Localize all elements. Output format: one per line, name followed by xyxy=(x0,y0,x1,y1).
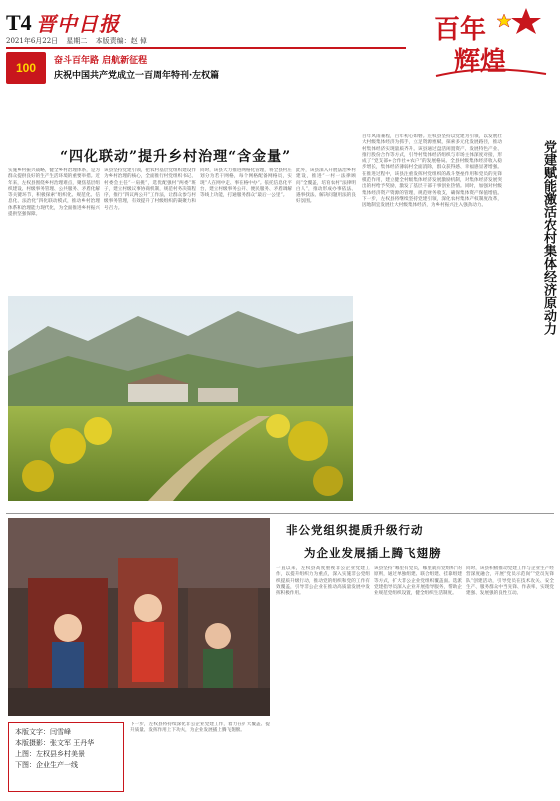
lead-article-column-2: 该县坚持党建引领，把农村基层党组织建设作为乡村治理的核心，全面推行村党组织书记、村委会主任“一肩挑”，选优配强村“两委”班子，建立村级议事协商机制，规范村务决策程序，推行“四议两公开”工作法，让群众参与村级事务管理，有效提升了村级组织的凝聚力和号召力。 xyxy=(104,168,196,211)
right-article-body: 百年风雨兼程，百年初心如磐。左权县坚持以党建为引领，以发展壮大村级集体经济为抓手，立足资源禀赋，探索多元化发展路径，推动村集体经济实现量质齐升。该县通过盘活闲置资产、发展特色产业、推行股份合作等方式，引导村集体经济组织与市场主体深度对接，形成了“党支部+合作社+农户”的发展格局。全县村级集体经济收入稳步增长，集体经济薄弱村全面消除，群众获得感、幸福感显著增强。在推进过程中，该县注重发挥村党组织的战斗堡垒作用和党员的先锋模范作用，建立健全村级集体经济发展激励机制，对集体经济发展突出的村给予奖励，激发了基层干部干事创业热情。同时，加强对村级集体经济资产资源的管理，规范财务收支，确保集体资产保值增值。下一步，左权县将继续坚持党建引领，深化农村集体产权制度改革，因地制宜发展壮大村级集体经济，为乡村振兴注入强劲动力。 xyxy=(362,134,502,209)
second-article-column-4: 下一步，左权县将持续深化非公企业党建工作，着力在扩大覆盖、提升质量、发挥作用上下功夫，为企业发展插上腾飞翅膀。 xyxy=(130,722,270,734)
lead-article-title: “四化联动”提升乡村治理“含金量” xyxy=(60,149,292,165)
logo-text-top: 百年 xyxy=(434,15,487,45)
lead-article-column-4: 此外，该县深入开展法治乡村建设，推进“一村一法律顾问”全覆盖，培育农村“法律明白人”，推动形成办事依法、遇事找法、解决问题用法的良好氛围。 xyxy=(296,168,356,205)
credits-box xyxy=(8,722,124,792)
right-article-heading: 党建赋能激活农村集体经济原动力 xyxy=(541,140,556,335)
credit-photographer: 本版摄影：张文军 王丹华 xyxy=(15,739,95,747)
slogan-top: 奋斗百年路 启航新征程 xyxy=(54,56,148,66)
newspaper-name: 晋中日报 xyxy=(36,12,120,36)
centenary-logo xyxy=(426,4,556,82)
village-landscape-photo xyxy=(8,296,353,501)
issue-date: 2021年6月22日 xyxy=(6,37,59,45)
logo-text-bottom: 辉煌 xyxy=(454,47,507,77)
slogan-bar xyxy=(6,52,416,81)
enterprise-photo xyxy=(8,518,270,716)
header-rule xyxy=(6,47,406,49)
page-editor: 本版责编：赵 倬 xyxy=(95,37,147,45)
dateline xyxy=(6,36,153,46)
second-article-column-1: 一直以来，左权县高度重视非公企业党建工作，以提升组织力为重点，深入实施非公党组织提质升级行动，推动党的组织和党的工作有效覆盖，引导非公企业在推动高质量发展中发挥积极作用。 xyxy=(276,566,370,597)
second-article-column-2: 该县坚持“哪里有党员，哪里就有党组织”的原则，通过单独组建、联合组建、挂靠组建等方式，扩大非公企业党组织覆盖面。选派党建指导员深入企业开展指导服务，帮助企业规范党组织设置，健全组织生活制度。 xyxy=(374,566,462,597)
lead-article-column-3: 同时，该县大力推进网格化管理，将全县村庄划分为若干网格，每个网格配备网格员，实现“人在网中走、事在格中办”。依托信息化平台，建立村级事务公开、便民服务、矛盾调解等线上功能，打通服务群众“最后一公里”。 xyxy=(200,168,292,199)
lead-article-column-1: 实施乡村振兴战略，健全乡村治理体系，是为群众提供良好的生产生活环境的重要举措。近年来，左权县围绕乡村治理难点，聚焦基层组织建设、村级事务管理、公共服务、矛盾化解等关键环节，积极探索“组织化、规范化、信息化、法治化”四化联动模式，推动乡村治理体系和治理能力现代化，为全面推进乡村振兴提供坚强保障。 xyxy=(8,168,100,218)
second-article-title-line-1: 非公党组织提质升级行动 xyxy=(286,523,424,537)
masthead xyxy=(0,0,560,88)
section-divider xyxy=(6,513,554,514)
credit-caption-bottom: 下图：企业生产一线 xyxy=(15,761,78,769)
credit-caption-top: 上图：左权县乡村美景 xyxy=(15,750,85,758)
page-number: T4 xyxy=(6,10,32,35)
centenary-badge: 100 xyxy=(6,52,46,84)
second-article-title-line-2: 为企业发展插上腾飞翅膀 xyxy=(304,546,442,560)
issue-weekday: 星期二 xyxy=(66,37,88,45)
slogan-bottom: 庆祝中国共产党成立一百周年特刊·左权篇 xyxy=(54,71,220,81)
second-article-column-3: 同时，该县积极推动党建工作与企业生产经营深度融合，开展“党员示范岗”“党员先锋队”创建活动，引导党员在技术攻关、安全生产、服务群众中当先锋、作表率，实现党建强、发展强的良性互动。 xyxy=(466,566,554,597)
credit-writer: 本版文字：闫雪峰 xyxy=(15,728,71,736)
